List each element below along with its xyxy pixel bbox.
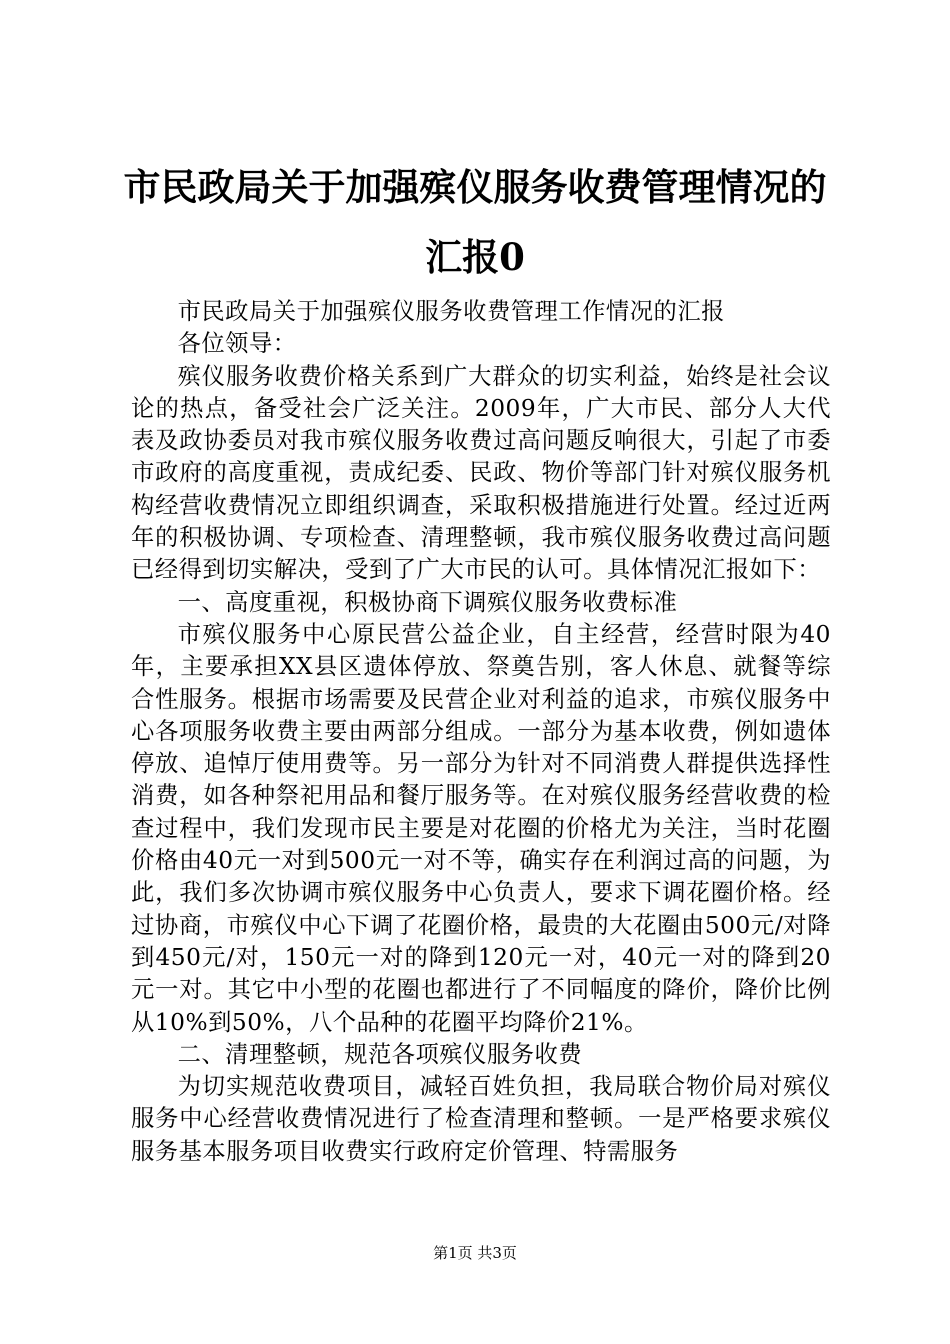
section-heading-1: 一、高度重视，积极协商下调殡仪服务收费标准 (177, 588, 678, 616)
document-title: 市民政局关于加强殡仪服务收费管理情况的汇报0 (123, 165, 827, 279)
paragraph-section-2: 为切实规范收费项目，减轻百姓负担，我局联合物价局对殡仪服务中心经营收费情况进行了检查清理和整顿。一是严格要求殡仪服务基本服务项目收费实行政府定价管理、特需服务 (131, 1073, 831, 1165)
page-footer: 第1页 共3页 (433, 1244, 517, 1262)
paragraph-intro: 殡仪服务收费价格关系到广大群众的切实利益，始终是社会议论的热点，备受社会广泛关注。2009年，广大市民、部分人大代表及政协委员对我市殡仪服务收费过高问题反响很大，引起了市委市政府的高度重视，责成纪委、民政、物价等部门针对殡仪服务机构经营收费情况立即组织调查，采取积极措施进行处置。经过近两年的积极协调、专项检查、清理整顿，我市殡仪服务收费过高问题已经得到切实解决，受到了广大市民的认可。具体情况汇报如下： (131, 362, 831, 584)
report-subtitle: 市民政局关于加强殡仪服务收费管理工作情况的汇报 (177, 298, 725, 325)
salutation: 各位领导： (177, 330, 297, 358)
section-heading-2: 二、清理整顿，规范各项殡仪服务收费 (177, 1040, 583, 1068)
paragraph-section-1: 市殡仪服务中心原民营公益企业，自主经营，经营时限为40年，主要承担XX县区遗体停放、祭奠告别，客人休息、就餐等综合性服务。根据市场需要及民营企业对利益的追求，市殡仪服务中心各项服务收费主要由两部分组成。一部分为基本收费，例如遗体停放、追悼厅使用费等。另一部分为针对不同消费人群提供选择性消费，如各种祭祀用品和餐厅服务等。在对殡仪服务经营收费的检查过程中，我们发现市民主要是对花圈的价格尤为关注，当时花圈价格由40元一对到500元一对不等，确实存在利润过高的问题，为此，我们多次协调市殡仪服务中心负责人，要求下调花圈价格。经过协商，市殡仪中心下调了花圈价格，最贵的大花圈由500元/对降到450元/对，150元一对的降到120元一对，40元一对的降到20元一对。其它中小型的花圈也都进行了不同幅度的降价，降价比例从10%到50%，八个品种的花圈平均降价21%。 (131, 620, 831, 1036)
document-body (131, 296, 831, 1168)
